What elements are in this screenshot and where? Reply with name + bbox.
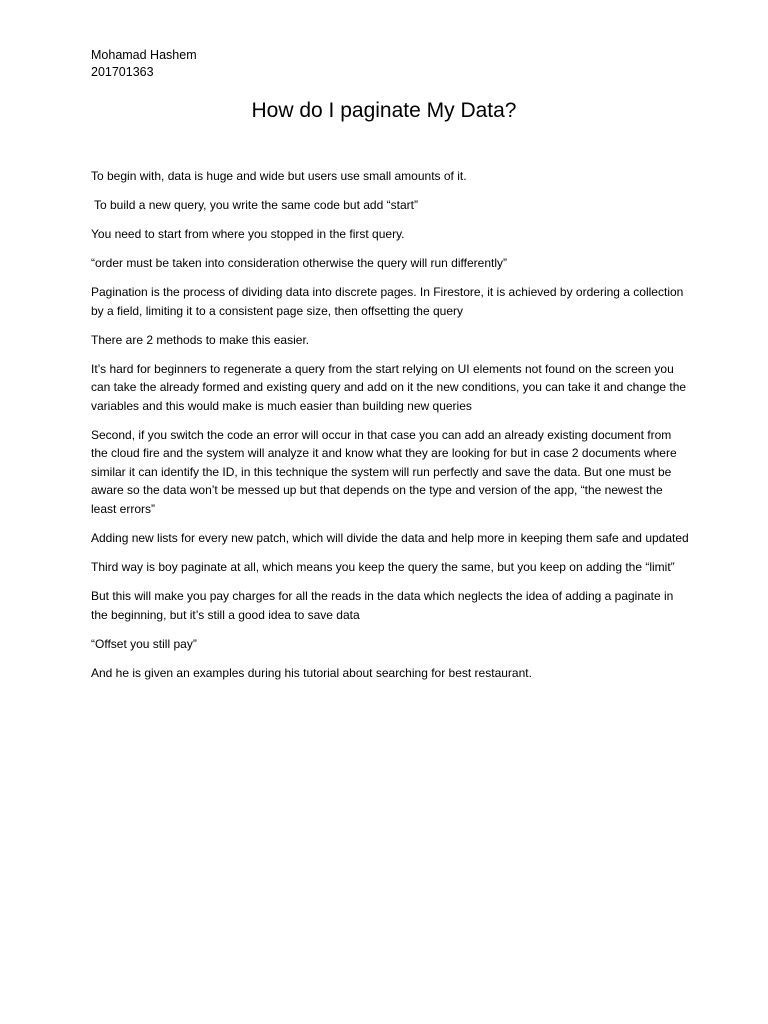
paragraph: Adding new lists for every new patch, which will divide the data and help more in keeping them safe and updated [91, 531, 689, 546]
paragraph: But this will make you pay charges for all the reads in the data which neglects the idea of adding a paginate in the beginning, but it’s still a good idea to save data [91, 589, 674, 622]
author-name: Mohamad Hashem [91, 48, 197, 62]
paragraph: It’s hard for beginners to regenerate a query from the start relying on UI elements not found on the screen you can take the already formed and existing query and add on it the new conditions, you can take it and change the variables and this would make is much easier than building new queries [91, 361, 687, 413]
document-header [91, 47, 197, 81]
document-body [91, 167, 691, 693]
paragraph: To build a new query, you write the same code but add “start” [94, 197, 418, 212]
paragraph: Pagination is the process of dividing data into discrete pages. In Firestore, it is achieved by ordering a collection by a field, limiting it to a consistent page size, then offsetting the query [91, 284, 684, 318]
paragraph: You need to start from where you stopped in the first query. [91, 226, 405, 241]
paragraph: “Offset you still pay” [91, 636, 197, 651]
paragraph: To begin with, data is huge and wide but users use small amounts of it. [91, 169, 467, 183]
paragraph: There are 2 methods to make this easier. [91, 332, 310, 347]
paragraph: Second, if you switch the code an error will occur in that case you can add an already existing document from the cloud fire and the system will analyze it and know what they are looking for but in case 2 documents where similar it can identify the ID, in this technique the system will run perfectly and save the data. But one must be aware so the data won’t be messed up but that depends on the type and version of the app, “the newest the least errors” [91, 427, 677, 517]
paragraph: And he is given an examples during his tutorial about searching for best restaurant. [91, 665, 532, 680]
paragraph: “order must be taken into consideration otherwise the query will run differently” [91, 255, 507, 270]
paragraph: Third way is boy paginate at all, which means you keep the query the same, but you keep on adding the “limit” [91, 560, 675, 575]
student-id: 201701363 [91, 65, 154, 79]
document-title: How do I paginate My Data? [251, 99, 517, 122]
